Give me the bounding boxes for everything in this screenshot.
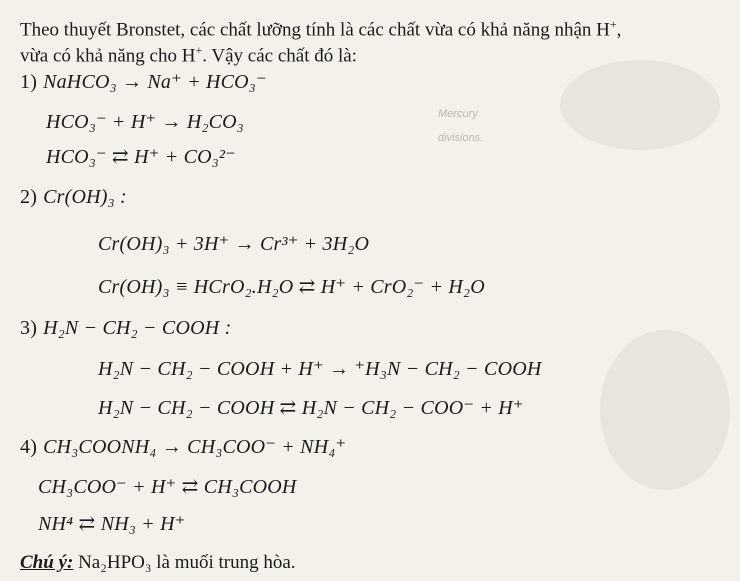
item-2-equation-1: Cr(OH)₃ + 3H⁺ → Cr³⁺ + 3H₂O [98,233,370,255]
bleed-through-text: divisions. [438,132,484,144]
item-1-equation-1: HCO₃⁻ + H⁺ → H₂CO₃ [46,111,244,133]
intro-line-1: Theo thuyết Bronstet, các chất lưỡng tính là các chất vừa có khả năng nhận H+, [20,17,622,41]
item-2-equation-2: Cr(OH)₃ ≡ HCrO₂.H₂O ⇄ H⁺ + CrO₂⁻ + H₂O [98,276,485,298]
item-1-header: 1) NaHCO₃ → Na⁺ + HCO₃⁻ [20,71,267,93]
note-text: Na₂HPO₃ là muối trung hòa. [78,552,296,573]
item-1-equation-2: HCO₃⁻ ⇄ H⁺ + CO₃²⁻ [46,146,236,168]
item-3-equation-1: H₂N − CH₂ − COOH + H⁺ → ⁺H₃N − CH₂ − COOH [98,358,542,380]
note-label: Chú ý: [20,552,74,573]
item-4-equation-1: CH₃COO⁻ + H⁺ ⇄ CH₃COOH [38,476,297,498]
bleed-through-text: Mercury [438,108,478,120]
intro-line-2: vừa có khả năng cho H+. Vậy các chất đó là: [20,43,357,67]
item-3-equation-2: H₂N − CH₂ − COOH ⇄ H₂N − CH₂ − COO⁻ + H⁺ [98,397,524,419]
paper-smudge [560,60,720,150]
note-line [20,551,296,575]
item-3-header: 3) H₂N − CH₂ − COOH : [20,317,232,339]
paper-smudge [600,330,730,490]
item-2-header: 2) Cr(OH)₃ : [20,186,127,208]
item-4-header: 4) CH₃COONH₄ → CH₃COO⁻ + NH₄⁺ [20,436,347,458]
item-4-equation-2: NH⁴ ⇄ NH₃ + H⁺ [38,513,186,535]
